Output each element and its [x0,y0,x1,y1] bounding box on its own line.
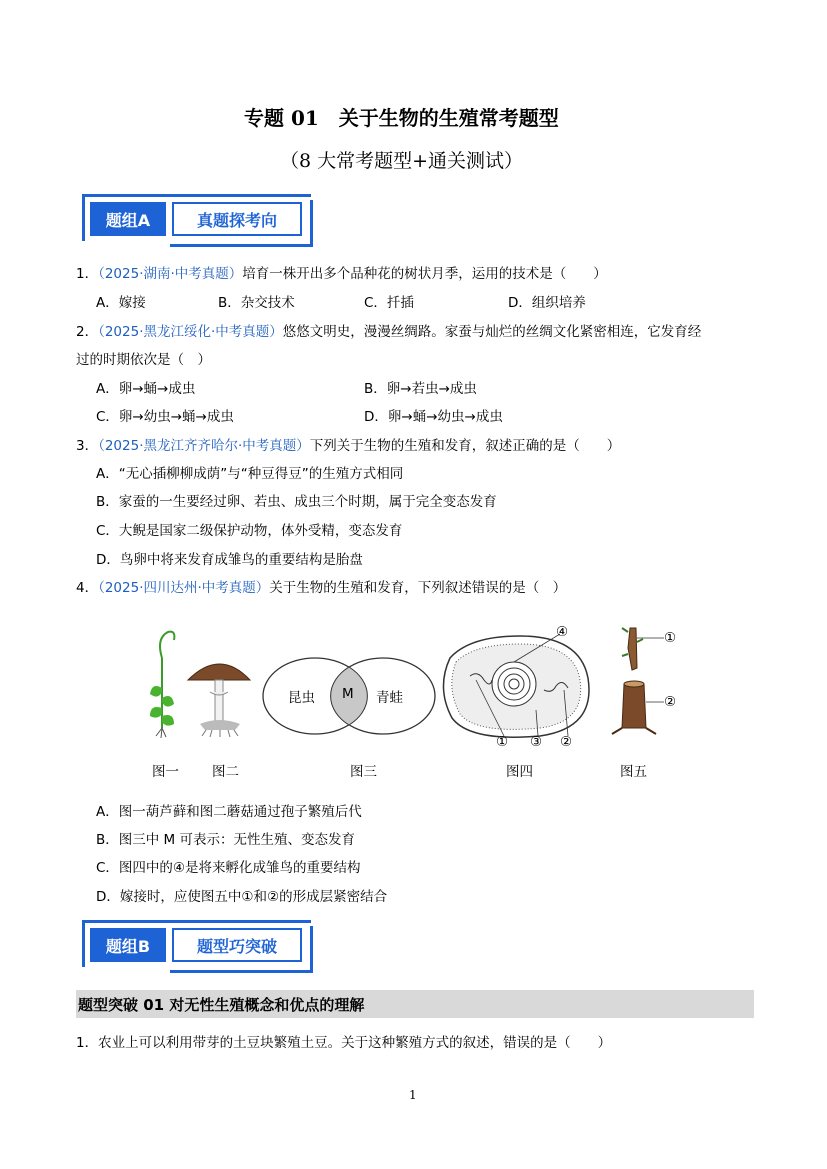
question-number: 1． [76,266,99,282]
question-stem: 关于生物的生殖和发育，下列叙述错误的是（ ） [269,580,567,596]
egg-label-2: ② [560,734,573,750]
egg-diagram [443,634,589,737]
option: A．卵→蛹→成虫 [96,381,196,397]
venn-left-label: 昆虫 [288,690,315,706]
option: A．嫁接 [96,295,146,311]
question-number: 3． [76,438,99,454]
question-stem-continued: 过的时期依次是（ ） [76,352,211,368]
option: C．扦插 [364,295,414,311]
question-3 [76,434,620,454]
egg-label-4: ④ [556,624,569,640]
section-question-1: 1．农业上可以利用带芽的土豆块繁殖土豆。关于这种繁殖方式的叙述，错误的是（ ） [76,1035,612,1051]
egg-label-3: ③ [530,734,543,750]
banner-group-a [80,192,320,248]
question-stem: 培育一株开出多个品种花的树状月季，运用的技术是（ ） [242,266,607,282]
question-2 [76,320,701,340]
page-subtitle: （8 大常考题型+通关测试） [280,150,524,172]
moss-illustration [150,632,174,738]
page-number: 1 [409,1088,417,1102]
figure-caption-1: 图一 [152,764,179,780]
figure-caption-4: 图四 [506,764,533,780]
page-title: 专题 01 关于生物的生殖常考题型 [244,106,559,130]
figure-caption-2: 图二 [212,764,239,780]
question-number: 4． [76,580,99,596]
egg-label-1: ① [496,734,509,750]
question-1 [76,262,607,282]
graft-label-2: ② [664,694,677,710]
graft-diagram [612,628,664,734]
banner-a-tag: 题组A [90,202,166,236]
option: B．杂交技术 [218,295,295,311]
graft-label-1: ① [664,630,677,646]
option: A．“无心插柳柳成荫”与“种豆得豆”的生殖方式相同 [96,466,404,482]
option: C．图四中的④是将来孵化成雏鸟的重要结构 [96,860,361,876]
option: B．卵→若虫→成虫 [364,381,477,397]
banner-group-b [80,918,320,974]
question-source: （2025·四川达州·中考真题） [98,580,270,596]
option: D．鸟卵中将来发育成雏鸟的重要结构是胎盘 [96,552,363,568]
banner-a-title: 真题探考向 [172,202,302,236]
option: D．卵→蛹→幼虫→成虫 [364,409,503,425]
option: B．图三中 M 可表示：无性生殖、变态发育 [96,832,355,848]
option: D．嫁接时，应使图五中①和②的形成层紧密结合 [96,889,388,905]
question-stem: 下列关于生物的生殖和发育，叙述正确的是（ ） [309,438,621,454]
figure-caption-3: 图三 [350,764,377,780]
figure-q4 [140,618,700,788]
question-source: （2025·黑龙江绥化·中考真题） [98,324,283,340]
banner-b-title: 题型巧突破 [172,928,302,962]
option: B．家蚕的一生要经过卵、若虫、成虫三个时期，属于完全变态发育 [96,494,497,510]
figure-caption-5: 图五 [620,764,647,780]
question-4 [76,576,566,596]
venn-middle-label: M [342,686,354,702]
question-stem: 悠悠文明史，漫漫丝绸路。家蚕与灿烂的丝绸文化紧密相连，它发育经 [282,324,702,340]
option: C．卵→幼虫→蛹→成虫 [96,409,234,425]
question-source: （2025·湖南·中考真题） [98,266,243,282]
venn-right-label: 青蛙 [376,690,403,706]
option: D．组织培养 [508,295,586,311]
question-source: （2025·黑龙江齐齐哈尔·中考真题） [98,438,310,454]
question-number: 2． [76,324,99,340]
banner-b-tag: 题组B [90,928,166,962]
section-title-bar: 题型突破 01 对无性生殖概念和优点的理解 [76,990,754,1018]
option: C．大鲵是国家二级保护动物，体外受精，变态发育 [96,523,403,539]
mushroom-illustration [188,664,250,737]
option: A．图一葫芦藓和图二蘑菇通过孢子繁殖后代 [96,804,362,820]
